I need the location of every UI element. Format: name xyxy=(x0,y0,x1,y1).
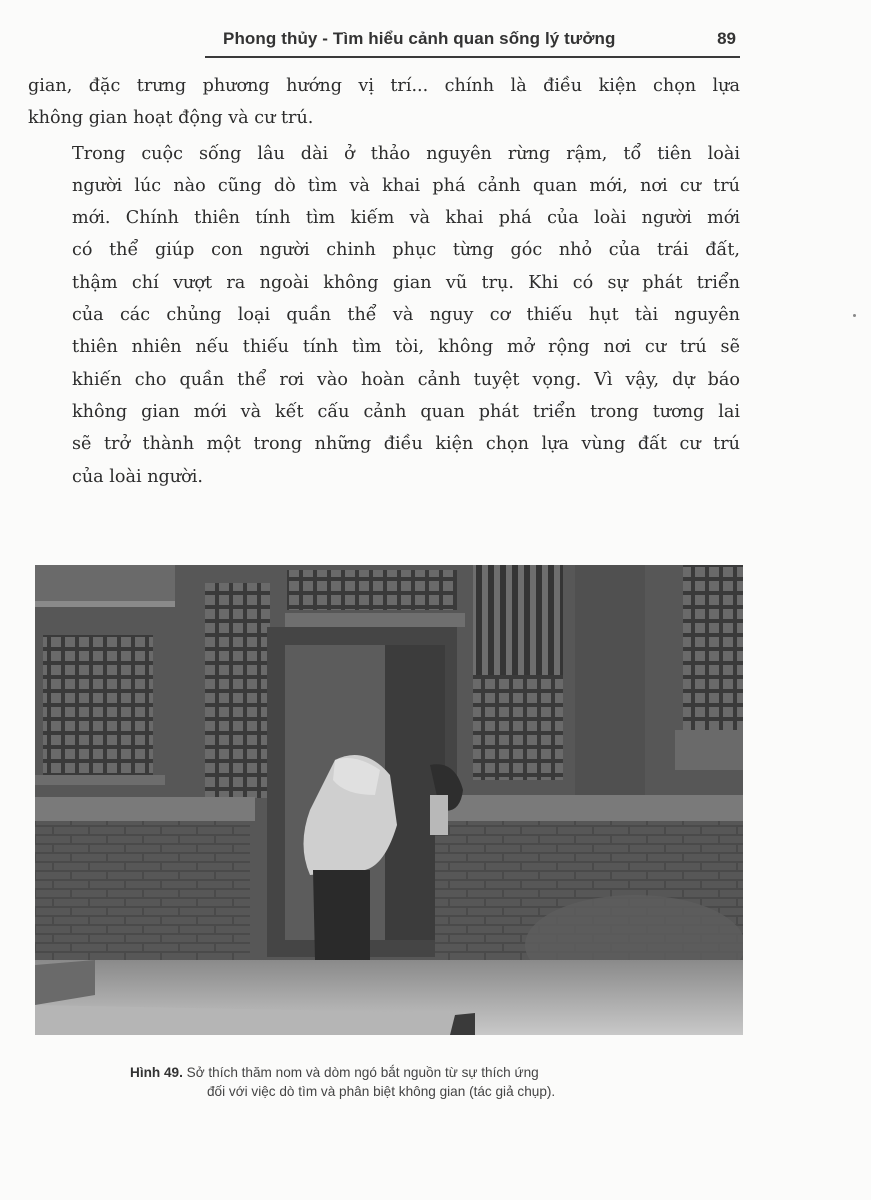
text-line: không gian mới và kết cấu cảnh quan phát triển trong tương lai xyxy=(72,401,740,422)
page-number: 89 xyxy=(717,29,736,48)
text-line: người lúc nào cũng dò tìm và khai phá cảnh quan mới, nơi cư trú xyxy=(72,175,740,196)
caption-text-line1: Sở thích thăm nom và dòm ngó bắt nguồn từ sự thích ứng xyxy=(182,1065,539,1080)
book-title: Phong thủy - Tìm hiểu cảnh quan sống lý tưởng xyxy=(223,29,616,48)
text-line: không gian hoạt động và cư trú. xyxy=(28,108,314,129)
caption-text-line2: đối với việc dò tìm và phân biệt không gian (tác giả chụp). xyxy=(207,1084,556,1099)
figure-caption xyxy=(130,1063,690,1101)
text-line: mới. Chính thiên tính tìm kiếm và khai phá của loài người mới xyxy=(72,208,740,229)
paragraph-2 xyxy=(28,138,740,493)
text-line: gian, đặc trưng phương hướng vị trí... chính là điều kiện chọn lựa xyxy=(28,76,740,96)
text-line: có thể giúp con người chinh phục từng góc nhỏ của trái đất, xyxy=(72,240,740,261)
text-line: thậm chí vượt ra ngoài không gian vũ trụ. Khi có sự phát triển xyxy=(72,272,740,293)
scan-speck xyxy=(853,314,856,317)
text-line: khiến cho quần thể rơi vào hoàn cảnh tuyệt vọng. Vì vậy, dự báo xyxy=(72,369,740,390)
figure-photo xyxy=(35,565,743,1035)
body-text xyxy=(28,70,740,493)
text-line: của loài người. xyxy=(72,466,203,487)
text-line: thiên nhiên nếu thiếu tính tìm tòi, không mở rộng nơi cư trú sẽ xyxy=(72,337,740,358)
text-line: sẽ trở thành một trong những điều kiện chọn lựa vùng đất cư trú xyxy=(72,434,740,455)
paragraph-1 xyxy=(28,70,740,135)
text-line: của các chủng loại quần thể và nguy cơ thiếu hụt tài nguyên xyxy=(72,305,740,326)
text-line: Trong cuộc sống lâu dài ở thảo nguyên rừng rậm, tổ tiên loài xyxy=(72,143,740,164)
running-header xyxy=(205,24,740,58)
caption-label: Hình 49. xyxy=(130,1065,183,1080)
